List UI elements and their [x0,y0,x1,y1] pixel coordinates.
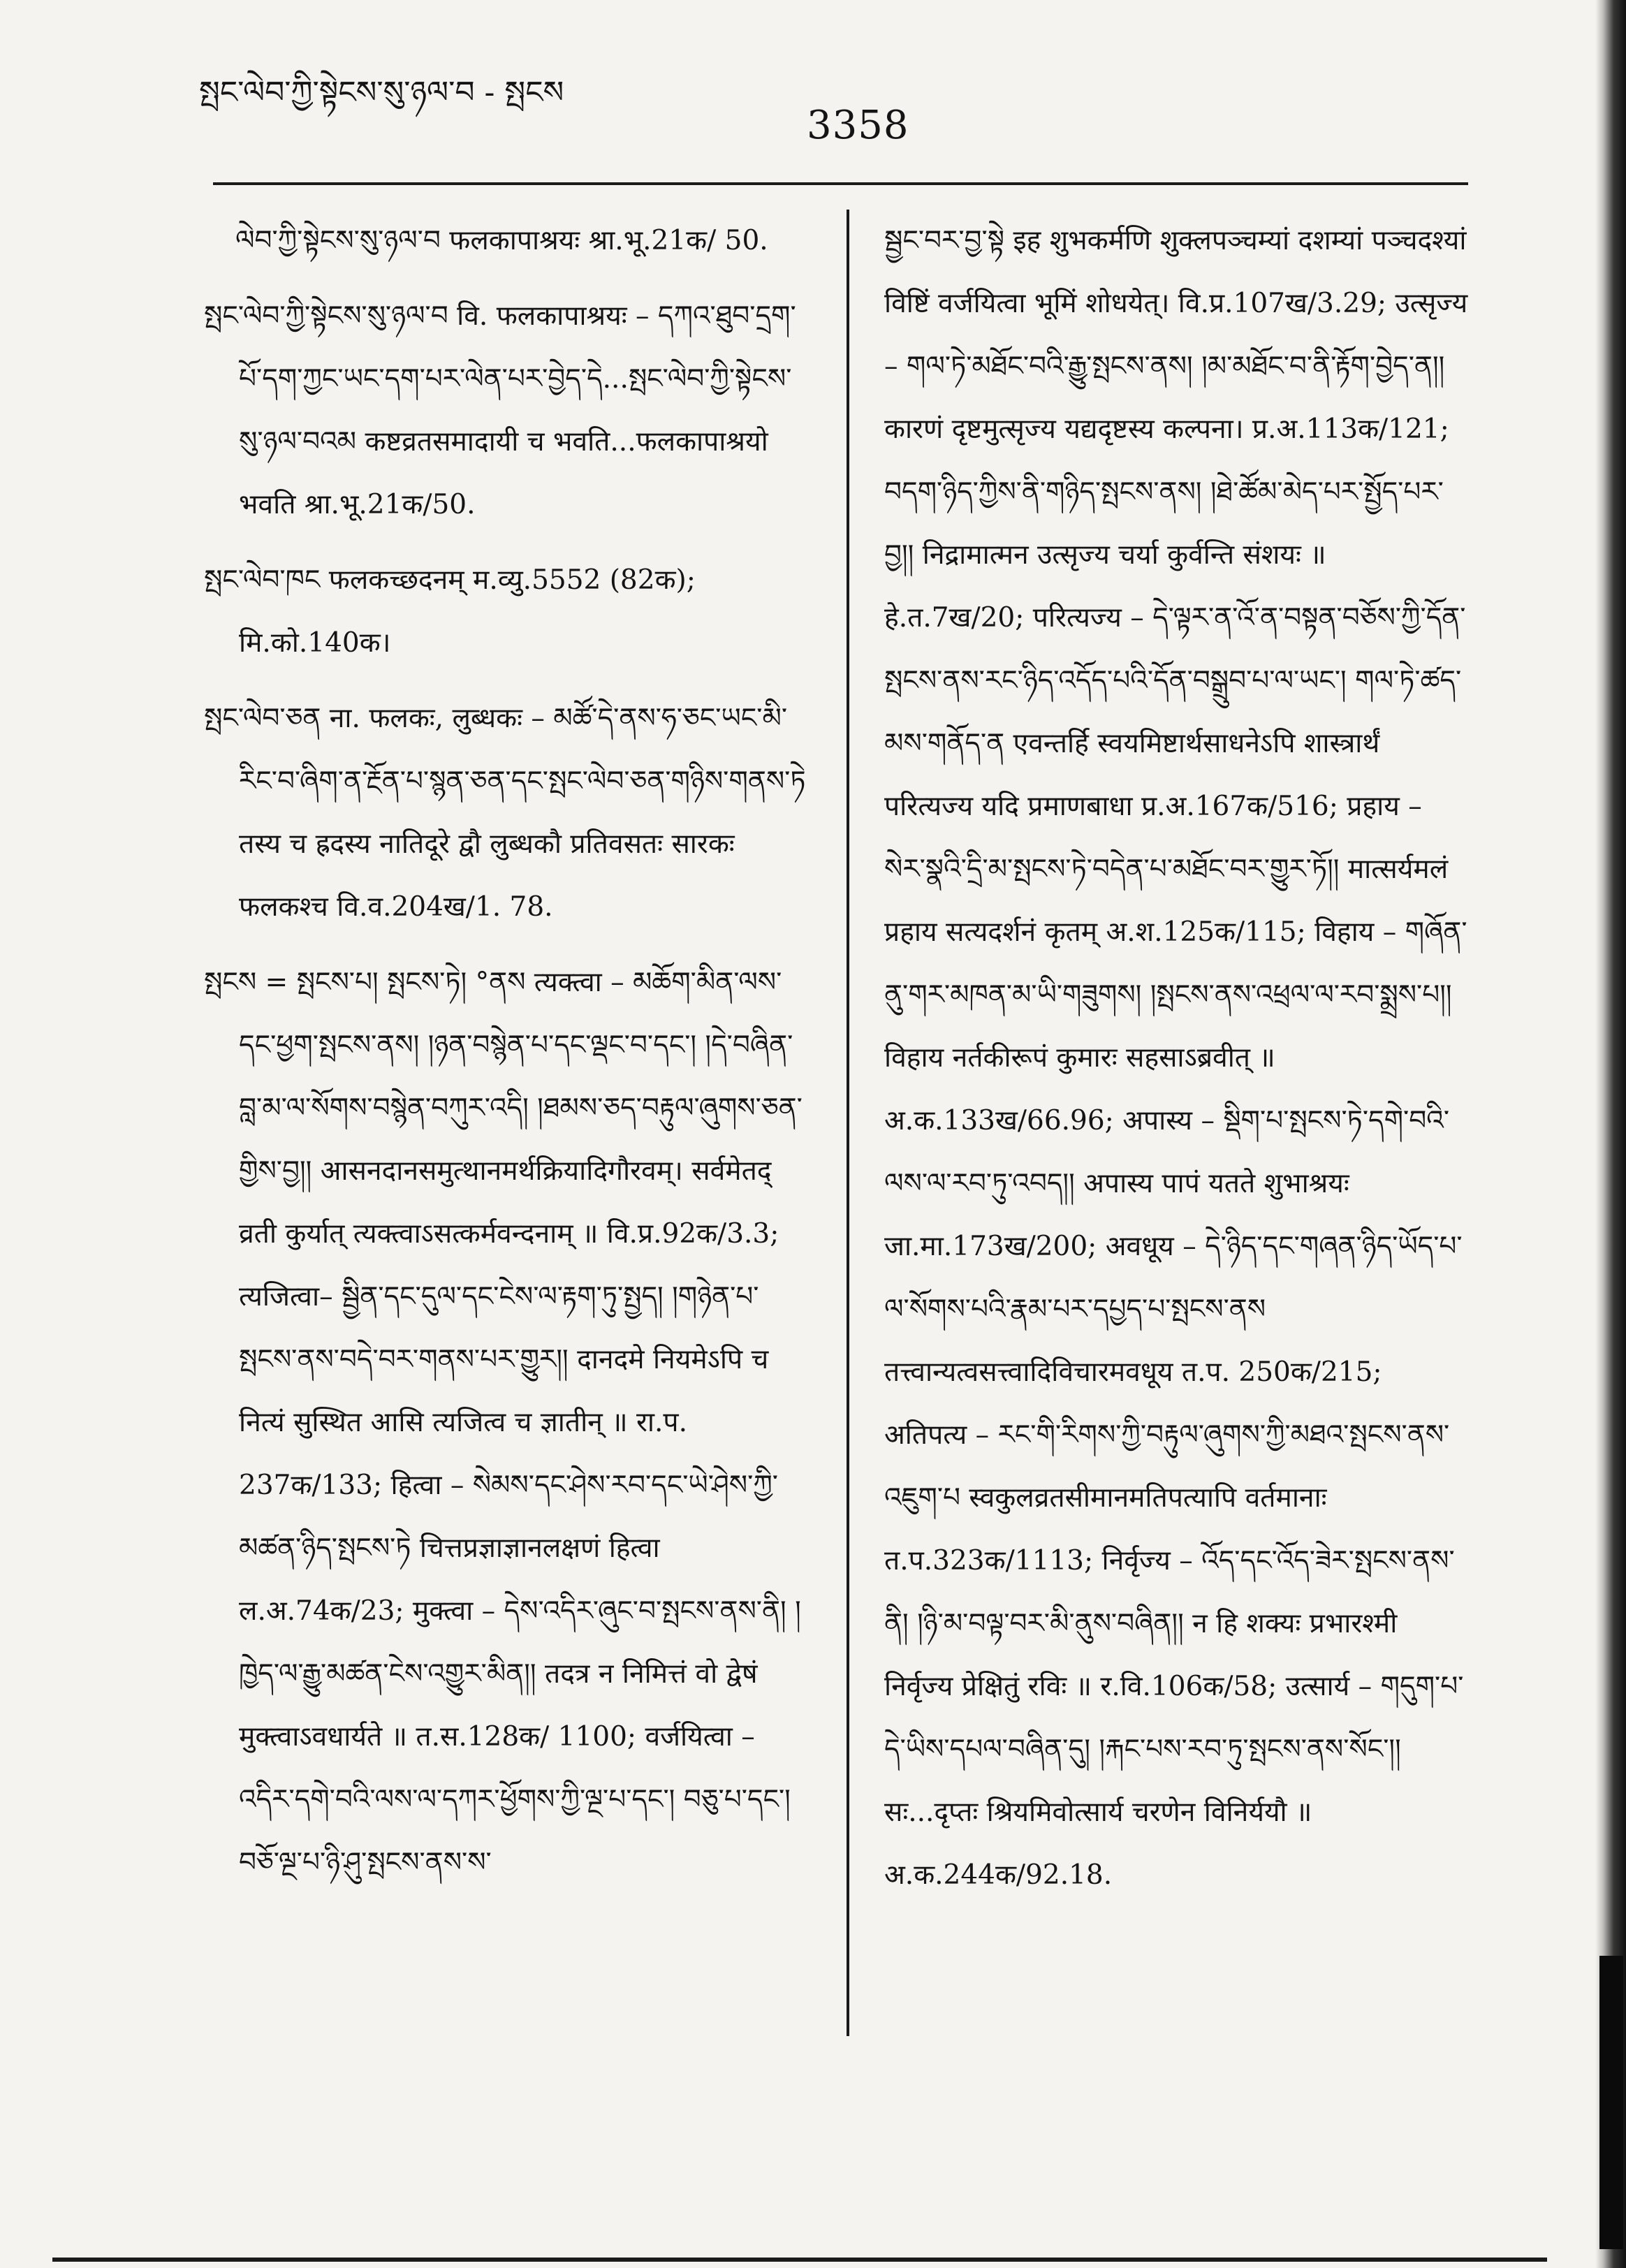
scan-edge-shadow [1595,0,1626,2268]
left-column [204,210,810,1907]
dictionary-entry: སྤང་ལེབ་ཁང फलकच्छदनम् म.व्यु.5552 (82क); मि.को.140क। [204,564,696,659]
dictionary-entry: སྤང་ལེབ་ཅན ना. फलकः, लुब्धकः – མཚོ་དེ་ནས་ཧ་ཅང་ཡང་མི་རིང་བ་ཞིག་ན་རྔོན་པ་སྙན་ཅན་དང་སྤང་ལེབ་ཅན་གཉིས་གནས་ཏེ तस्य च ह्रदस्य नातिदूरे द्वौ लुब्धकौ प्रतिवसतः सारकः फलकश्च वि.व.204ख/1. 78. [204,703,806,923]
entry-continuation: ལེབ་ཀྱི་སྟེངས་སུ་ཉལ་བ फलकापाश्रयः श्रा.भू.21क/ 50. [235,225,768,256]
entry-continuation: སྦྱང་བར་བྱ་སྟེ इह शुभकर्मणि शुक्लपञ्चम्यां दशम्यां पञ्चदश्यां विष्टिं वर्जयित्वा भूमिं शोधयेत्। वि.प्र.107ख/3.29; उत्सृज्य – གལ་ཏེ་མཐོང་བའི་རྒྱུ་སྤངས་ནས། །མ་མཐོང་བ་ནི་རྟོག་བྱེད་ན།། कारणं दृष्टमुत्सृज्य यद्यदृष्टस्य कल्पना। प्र.अ.113क/121; བདག་ཉིད་ཀྱིས་ནི་གཉིད་སྤངས་ནས། །ཐེ་ཚོམ་མེད་པར་སྤྱོད་པར་བྱ།། निद्रामात्मन उत्सृज्य चर्या कुर्वन्ति संशयः ॥ हे.त.7ख/20; परित्यज्य – དེ་ལྟར་ན་འོ་ན་བསྟན་བཅོས་ཀྱི་དོན་སྤངས་ནས་རང་ཉིད་འདོད་པའི་དོན་བསྒྲུབ་པ་ལ་ཡང་། གལ་ཏེ་ཚད་མས་གནོད་ན एवन्तर्हि स्वयमिष्टार्थसाधनेऽपि शास्त्रार्थं परित्यज्य यदि प्रमाणबाधा प्र.अ.167क/516; प्रहाय – སེར་སྣའི་དྲི་མ་སྤངས་ཏེ་བདེན་པ་མཐོང་བར་གྱུར་ཏོ།། मात्सर्यमलं प्रहाय सत्यदर्शनं कृतम् अ.श.125क/115; विहाय – གཞོན་ནུ་གར་མཁན་མ་ཡི་གཟུགས། །སྤངས་ནས་འཕྲལ་ལ་རབ་སྨྲས་པ།། विहाय नर्तकीरूपं कुमारः सहसाऽब्रवीत् ॥ अ.क.133ख/66.96; अपास्य – སྡིག་པ་སྤངས་ཏེ་དགེ་བའི་ལས་ལ་རབ་ཏུ་འབད།། अपास्य पापं यतते शुभाश्रयः जा.मा.173ख/200; अवधूय – དེ་ཉིད་དང་གཞན་ཉིད་ཡོད་པ་ལ་སོགས་པའི་རྣམ་པར་དཔྱད་པ་སྤངས་ནས तत्त्वान्यत्वसत्त्वादिविचारमवधूय त.प. 250क/215; अतिपत्य – རང་གི་རིགས་ཀྱི་བརྟུལ་ཞུགས་ཀྱི་མཐའ་སྤངས་ནས་འཇུག་པ स्वकुलव्रतसीमानमतिपत्यापि वर्तमानाः त.प.323क/1113; निर्वृज्य – འོད་དང་འོད་ཟེར་སྤངས་ནས་ནི། །ཉི་མ་བལྟ་བར་མི་ནུས་བཞིན།། न हि शक्यः प्रभारश्मी निर्वृज्य प्रेक्षितुं रविः ॥ र.वि.106क/58; उत्सार्य – གདུག་པ་དེ་ཡིས་དཔལ་བཞིན་དུ། །རྐང་པས་རབ་ཏུ་སྤངས་ནས་སོང་།། सः...दृप्तः श्रियमिवोत्सार्य चरणेन विनिर्ययौ ॥ अ.क.244क/92.18. [884,225,1468,1891]
page-number: 3358 [807,103,909,148]
dictionary-entry: སྤངས = སྤངས་པ། སྤངས་ཏེ། °ནས त्यक्त्वा – མཆོག་མིན་ལས་དང་ཕྱག་སྤངས་ནས། །ཉན་བསྙེན་པ་དང་ལྡང་བ་དང་། །དེ་བཞིན་བླ་མ་ལ་སོགས་བསྙེན་བཀུར་འདི། །ཐམས་ཅད་བརྟུལ་ཞུགས་ཅན་གྱིས་བྱ།། आसनदानसमुत्थानमर्थक्रियादिगौरवम्। सर्वमेतद् व्रती कुर्यात् त्यक्त्वाऽसत्कर्मवन्दनाम् ॥ वि.प्र.92क/3.3; त्यजित्वा– སྦྱིན་དང་དུལ་དང་ངེས་ལ་རྟག་ཏུ་སྤྱད། །གཉེན་པ་སྤངས་ནས་བདེ་བར་གནས་པར་གྱུར།། दानदमे नियमेऽपि च नित्यं सुस्थित आसि त्यजित्व च ज्ञातीन् ॥ रा.प. 237क/133; हित्वा – སེམས་དང་ཤེས་རབ་དང་ཡེ་ཤེས་ཀྱི་མཚན་ཉིད་སྤངས་ཏེ चित्तप्रज्ञाज्ञानलक्षणं हित्वा ल.अ.74क/23; मुक्त्वा – དེས་འདིར་ཞུང་བ་སྤངས་ནས་ནི། །ཁྱེད་ལ་རྒྱུ་མཚན་ངེས་འགྱུར་མིན།། तदत्र न निमित्तं वो द्वेषं मुक्त्वाऽवधार्यते ॥ त.स.128क/ 1100; वर्जयित्वा – འདིར་དགེ་བའི་ལས་ལ་དཀར་ཕྱོགས་ཀྱི་ལྔ་པ་དང་། བཅུ་པ་དང་། བཅོ་ལྔ་པ་ཉི་ཤུ་སྤངས་ནས་ས་ [204,967,803,1878]
right-column [884,210,1471,1919]
column-divider [847,210,849,2036]
dictionary-entry: སྤང་ལེབ་ཀྱི་སྟེངས་སུ་ཉལ་བ वि. फलकापाश्रयः – དཀའ་ཐུབ་དྲག་པོ་དག་ཀྱང་ཡང་དག་པར་ལེན་པར་བྱེད་དེ...སྤང་ལེབ་ཀྱི་སྟེངས་སུ་ཉལ་བའམ कष्टव्रतसमादायी च भवति...फलकापाश्रयो भवति श्रा.भू.21क/50. [204,300,796,520]
scan-edge-mark [1599,1956,1623,2249]
bottom-rule [52,2258,1547,2262]
header-rule [213,182,1468,185]
running-head: སྤང་ལེབ་ཀྱི་སྟེངས་སུ་ཉལ་བ - སྤངས [199,75,564,110]
